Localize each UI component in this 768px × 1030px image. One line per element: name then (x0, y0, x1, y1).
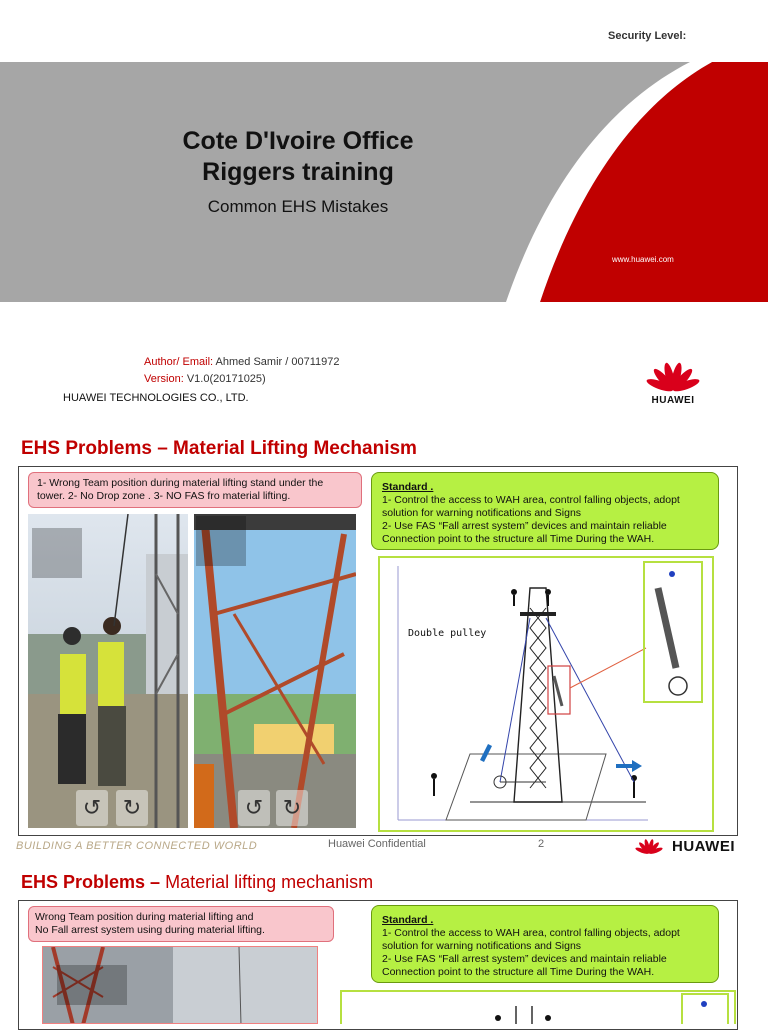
problem-box (28, 472, 362, 508)
footer-tagline: BUILDING A BETTER CONNECTED WORLD (16, 840, 258, 852)
slide-title-line1: Cote D'Ivoire Office (182, 127, 414, 155)
photo-timestamp (196, 516, 246, 566)
double-pulley-diagram-image (342, 992, 734, 1024)
slide3-heading-bold: EHS Problems – (21, 872, 161, 892)
standard-line-1: 1- Control the access to WAH area, control falling objects, adopt solution for warning notifications and Signs (382, 927, 680, 952)
author-line (144, 356, 339, 368)
huawei-logo-text: HUAWEI (651, 395, 695, 406)
author-label: Author/ Email: (144, 356, 214, 368)
version-line (144, 373, 266, 385)
security-level-label: Security Level: (608, 30, 687, 42)
slide2-heading: EHS Problems – Material Lifting Mechanism (21, 438, 417, 459)
standard-line-2: 2- Use FAS “Fall arrest system” devices and maintain reliable Connection point to the structure all Time During the WAH. (382, 520, 667, 545)
page-number: 2 (538, 838, 545, 850)
problem-line-1: Wrong Team position during material lifting and (35, 911, 254, 923)
double-pulley-diagram-image (380, 558, 712, 830)
standard-title: Standard . (382, 481, 434, 493)
problem-text: 1- Wrong Team position during material lifting stand under the tower. 2- No Drop zone . 3- NO FAS fro material lifting. (37, 477, 324, 502)
version-label: Version: (144, 373, 184, 385)
photo-tower-lifting (42, 946, 318, 1024)
standard-line-2: 2- Use FAS “Fall arrest system” devices and maintain reliable Connection point to the structure all Time During the WAH. (382, 953, 667, 978)
huawei-logo-text: HUAWEI (672, 838, 735, 855)
photo-tower-structure (194, 514, 356, 828)
standard-box (371, 472, 719, 550)
huawei-logo-icon (640, 356, 706, 392)
double-pulley-diagram (340, 990, 736, 1024)
photo-riggers-lifting (28, 514, 188, 828)
standard-title: Standard . (382, 914, 434, 926)
huawei-logo (632, 830, 752, 860)
photo-timestamp (57, 965, 127, 1005)
rotate-right-icon[interactable]: ↻ (116, 790, 148, 826)
author-value: Ahmed Samir / 00711972 (215, 356, 340, 368)
slide3-heading-normal: Material lifting mechanism (165, 872, 374, 892)
rotate-left-icon[interactable]: ↺ (238, 790, 270, 826)
double-pulley-diagram (378, 556, 714, 832)
problem-line-2: No Fall arrest system using during material lifting. (35, 924, 265, 936)
version-value: V1.0(20171025) (186, 373, 266, 385)
slide-title-line2: Riggers training (202, 158, 394, 186)
huawei-logo-icon (632, 832, 666, 858)
rotate-left-icon[interactable]: ↺ (76, 790, 108, 826)
slide3-heading (21, 872, 373, 893)
photo-timestamp (32, 528, 82, 578)
double-pulley-label: Double pulley (408, 628, 487, 639)
website-link[interactable]: www.huawei.com (612, 255, 674, 264)
standard-line-1: 1- Control the access to WAH area, control falling objects, adopt solution for warning notifications and Signs (382, 494, 680, 519)
problem-box (28, 906, 334, 942)
standard-box (371, 905, 719, 983)
huawei-logo (640, 356, 706, 406)
footer-confidential: Huawei Confidential (328, 838, 426, 850)
rotate-right-icon[interactable]: ↻ (276, 790, 308, 826)
slide-subtitle: Common EHS Mistakes (207, 197, 389, 216)
company-name: HUAWEI TECHNOLOGIES CO., LTD. (63, 392, 249, 404)
